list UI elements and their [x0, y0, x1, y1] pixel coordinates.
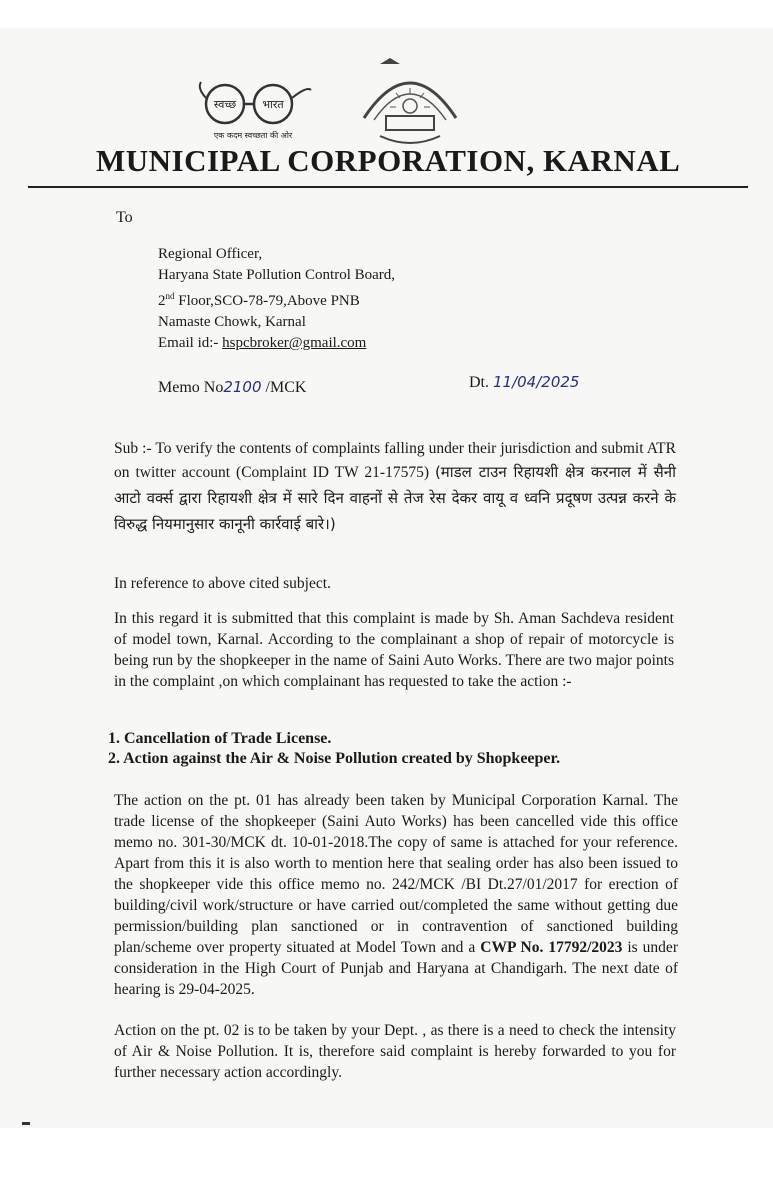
subject-paragraph: Sub :- To verify the contents of complaints falling under their jurisdiction and submit ATR on twitter account (Complaint ID TW 21-17575) (माडल टाउन रिहायशी क्षेत्र करनाल में सैनी आटो वर्क्स द्वारा रिहायशी क्षेत्र में सारे दिन वाहनों से तेज रेस देकर वायू व ध्वनि प्रदूषण उत्पन्न करने के विरुद्ध नियमानुसार कानूनी कार्रवाई बारे।) — [114, 440, 677, 533]
address-line-4: Namaste Chowk, Karnal — [158, 314, 306, 330]
action-points — [108, 729, 560, 769]
subject-hindi: (माडल टाउन रिहायशी क्षेत्र करनाल में सैनी आटो वर्क्स द्वारा रिहायशी क्षेत्र में सारे दिन वाहनों से तेज रेस देकर वायू व ध्वनि प्रदूषण उत्पन्न करने के विरुद्ध नियमानुसार कानूनी कार्रवाई बारे।) — [114, 463, 677, 533]
complaint-paragraph: In this regard it is submitted that this complaint is made by Sh. Aman Sachdeva resident of model town, Karnal. According to the complainant a shop of repair of motorcycle is being run by the shopkeeper in the name of Saini Auto Works. There are two major points in the complaint ,on which complainant has requested to take the action :- — [114, 610, 674, 690]
scan-mark — [22, 1122, 30, 1125]
logo-tagline: एक कदम स्वच्छता की ओर — [213, 131, 293, 140]
action-paragraph: The action on the pt. 01 has already been taken by Municipal Corporation Karnal. The trade license of the shopkeeper (Saini Auto Works) has been cancelled vide this office memo no. 301-30/MCK dt. 10-01-2018.The copy of same is attached for your reference. Apart from this it is also worth to mention here that sealing order has also been issued to the shopkeeper vide this office memo no. 242/MCK /BI Dt.27/01/2017 for erection of building/civil work/structure or have carried out/completed the same without getting due permission/building plan sanctioned or in contravention of sanctioned building plan/scheme over property situated at Model Town and a CWP No. 17792/2023 is under consideration in the High Court of Punjab and Haryana at Chandigarh. The next date of hearing is 29-04-2025. — [114, 792, 678, 998]
memo-number: Memo No2100 /MCK — [158, 378, 307, 396]
page-title: MUNICIPAL CORPORATION, KARNAL — [96, 143, 681, 178]
reference-line: In reference to above cited subject. — [114, 575, 331, 592]
logo-text-left: स्वच्छ — [213, 98, 237, 111]
address-line-2: Haryana State Pollution Control Board, — [158, 267, 396, 283]
logo-text-right: भारत — [262, 98, 284, 111]
swachh-bharat-logo-icon — [195, 80, 315, 142]
to-label: To — [116, 209, 133, 226]
cwp-number: CWP No. 17792/2023 — [480, 939, 623, 956]
memo-number-handwritten: 2100 — [223, 378, 262, 396]
municipal-seal-icon — [360, 58, 460, 150]
bottom-margin — [0, 1128, 773, 1200]
point-1: 1. Cancellation of Trade License. — [108, 730, 332, 747]
address-line-1: Regional Officer, — [158, 246, 263, 262]
address-email: Email id:- hspcbroker@gmail.com — [158, 335, 367, 351]
recipient-address — [158, 244, 395, 354]
email-link[interactable]: hspcbroker@gmail.com — [222, 335, 367, 351]
point-2: 2. Action against the Air & Noise Pollution created by Shopkeeper. — [108, 750, 561, 767]
header-divider — [28, 186, 748, 188]
forwarding-paragraph: Action on the pt. 02 is to be taken by your Dept. , as there is a need to check the intensity of Air & Noise Pollution. It is, therefore said complaint is hereby forwarded to you for further necessary action accordingly. — [114, 1022, 676, 1081]
address-line-3: 2nd Floor,SCO-78-79,Above PNB — [158, 291, 360, 309]
top-margin — [0, 0, 773, 28]
date-handwritten: 11/04/2025 — [493, 373, 580, 391]
memo-date: Dt. 11/04/2025 — [469, 373, 580, 391]
